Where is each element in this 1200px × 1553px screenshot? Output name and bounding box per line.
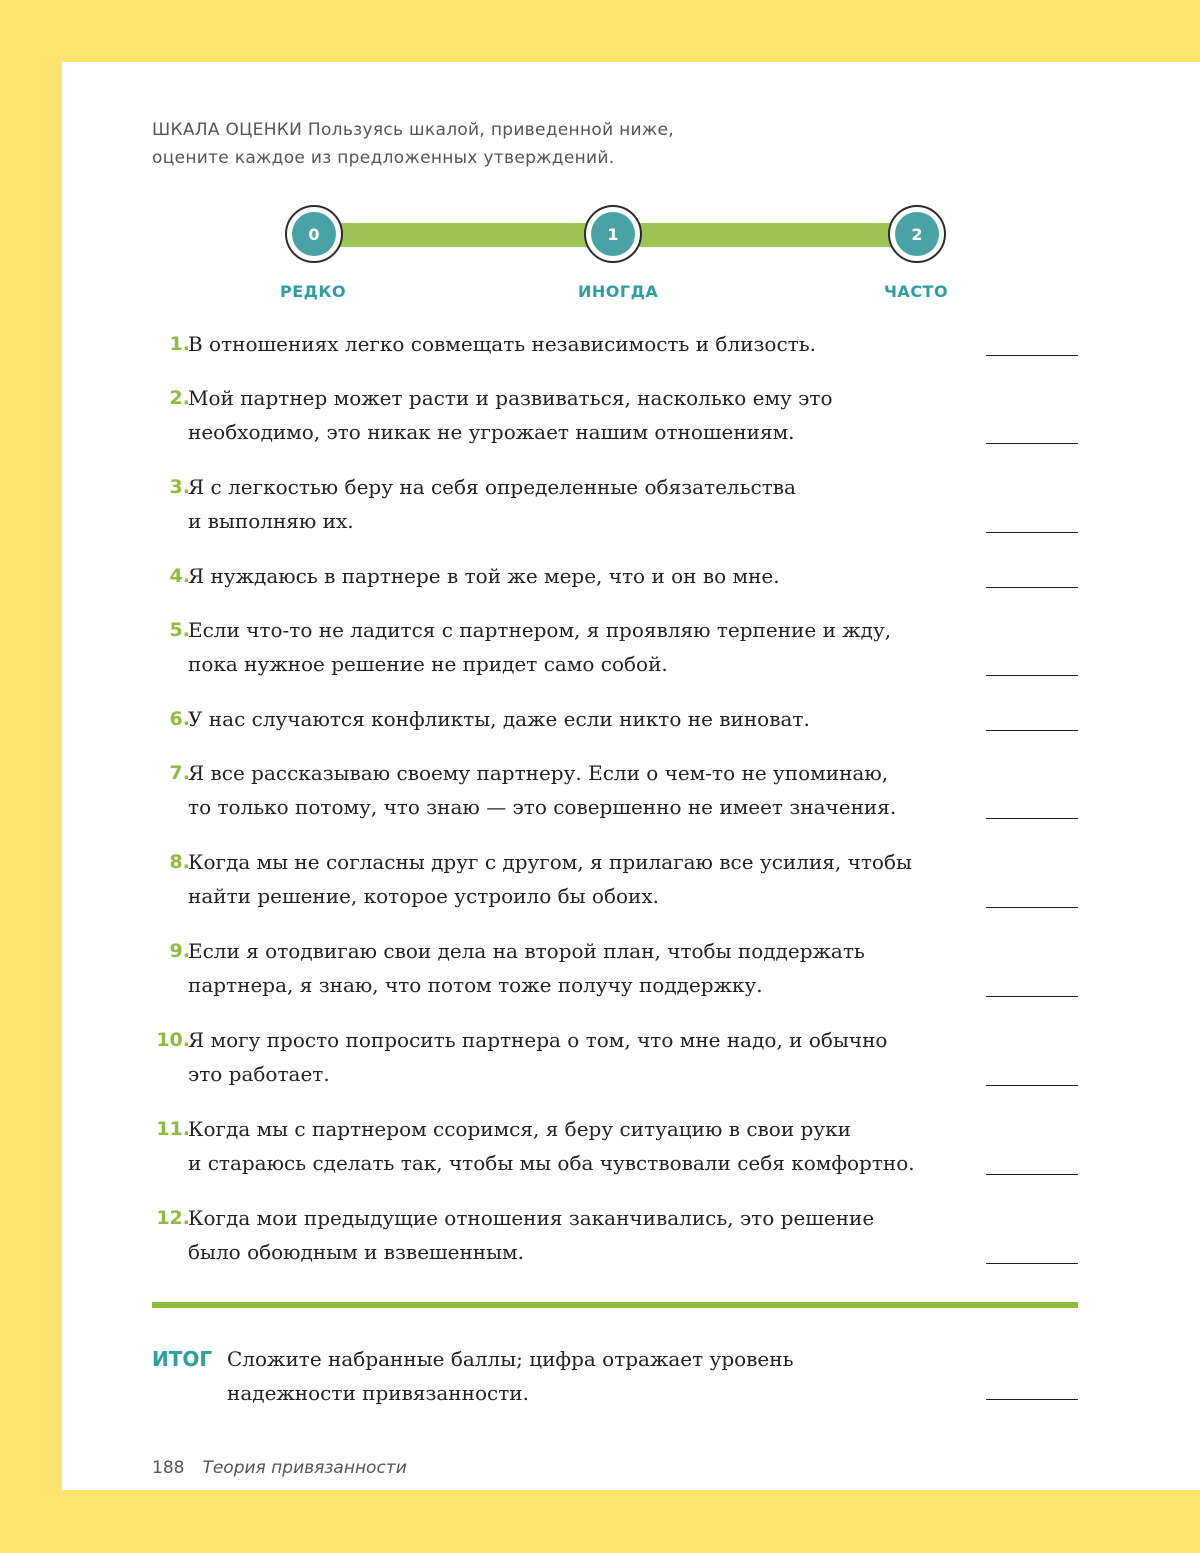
scale-label-sometimes: ИНОГДА xyxy=(578,282,659,301)
scale-label-often: ЧАСТО xyxy=(884,282,949,301)
scale-value-2: 2 xyxy=(895,212,939,256)
statement-line: Я с легкостью беру на себя определенные обязательства xyxy=(188,475,796,499)
scale-label-rarely: РЕДКО xyxy=(280,282,347,301)
statement-line: Если что-то не ладится с партнером, я проявляю терпение и жду, xyxy=(188,618,892,642)
answer-blank[interactable] xyxy=(986,1263,1078,1264)
statement-number: 9. xyxy=(169,940,190,962)
statement-line: партнера, я знаю, что потом тоже получу поддержку. xyxy=(188,973,763,997)
statement-line: то только потому, что знаю — это совершенно не имеет значения. xyxy=(188,795,897,819)
instructions-line-1: ШКАЛА ОЦЕНКИ Пользуясь шкалой, приведенной ниже, xyxy=(152,120,674,140)
answer-blank[interactable] xyxy=(986,996,1078,997)
statement-text xyxy=(188,934,988,1002)
statement-text xyxy=(188,1112,988,1180)
book-title: Теория привязанности xyxy=(202,1458,407,1478)
statement-line: Когда мы не согласны друг с другом, я прилагаю все усилия, чтобы xyxy=(188,850,912,874)
statement-line: и выполняю их. xyxy=(188,509,354,533)
statement-number: 6. xyxy=(169,708,190,730)
scale-point-1 xyxy=(584,205,642,263)
rating-scale xyxy=(62,62,1200,322)
statement-line: Я нуждаюсь в партнере в той же мере, что и он во мне. xyxy=(188,564,780,588)
statement-line: Когда мы с партнером ссоримся, я беру ситуацию в свои руки xyxy=(188,1117,851,1141)
answer-blank[interactable] xyxy=(986,1174,1078,1175)
answer-blank[interactable] xyxy=(986,1085,1078,1086)
statement-line: и стараюсь сделать так, чтобы мы оба чувствовали себя комфортно. xyxy=(188,1151,915,1175)
statement-number: 11. xyxy=(156,1118,190,1140)
statement-text xyxy=(188,470,988,538)
statement-number: 5. xyxy=(169,619,190,641)
statement-line: Я могу просто попросить партнера о том, что мне надо, и обычно xyxy=(188,1028,888,1052)
total-instructions xyxy=(227,1342,947,1410)
statement-line: Если я отодвигаю свои дела на второй план, чтобы поддержать xyxy=(188,939,865,963)
total-line-2: надежности привязанности. xyxy=(227,1381,529,1405)
scale-point-2 xyxy=(888,205,946,263)
answer-blank[interactable] xyxy=(986,818,1078,819)
statement-number: 3. xyxy=(169,476,190,498)
total-answer-blank[interactable] xyxy=(986,1399,1078,1400)
scale-value-1: 1 xyxy=(591,212,635,256)
scale-value-0: 0 xyxy=(292,212,336,256)
statement-line: Когда мои предыдущие отношения заканчивались, это решение xyxy=(188,1206,875,1230)
statement-text xyxy=(188,1023,988,1091)
statement-text xyxy=(188,845,988,913)
statement-number: 2. xyxy=(169,387,190,409)
answer-blank[interactable] xyxy=(986,443,1078,444)
statement-line: Я все рассказываю своему партнеру. Если о чем-то не упоминаю, xyxy=(188,761,889,785)
statement-text xyxy=(188,1201,988,1269)
statement-text xyxy=(188,613,988,681)
statement-text xyxy=(188,559,988,593)
answer-blank[interactable] xyxy=(986,675,1078,676)
statement-text xyxy=(188,756,988,824)
instructions-line-2: оцените каждое из предложенных утверждений. xyxy=(152,148,615,168)
statement-number: 1. xyxy=(169,333,190,355)
page-number: 188 xyxy=(152,1458,185,1478)
statement-text xyxy=(188,327,988,361)
section-divider xyxy=(152,1302,1078,1308)
statement-number: 12. xyxy=(156,1207,190,1229)
statement-number: 4. xyxy=(169,565,190,587)
statement-text xyxy=(188,702,988,736)
answer-blank[interactable] xyxy=(986,355,1078,356)
page-footer xyxy=(152,1458,407,1478)
statement-line: необходимо, это никак не угрожает нашим отношениям. xyxy=(188,420,795,444)
statement-line: это работает. xyxy=(188,1062,330,1086)
statement-line: В отношениях легко совмещать независимость и близость. xyxy=(188,332,816,356)
worksheet-page xyxy=(62,62,1200,1490)
statement-line: было обоюдным и взвешенным. xyxy=(188,1240,524,1264)
scale-point-0 xyxy=(285,205,343,263)
statement-number: 10. xyxy=(156,1029,190,1051)
statement-number: 7. xyxy=(169,762,190,784)
statement-number: 8. xyxy=(169,851,190,873)
total-label: ИТОГ xyxy=(152,1347,213,1371)
total-line-1: Сложите набранные баллы; цифра отражает уровень xyxy=(227,1347,794,1371)
answer-blank[interactable] xyxy=(986,730,1078,731)
statement-line: найти решение, которое устроило бы обоих. xyxy=(188,884,660,908)
answer-blank[interactable] xyxy=(986,532,1078,533)
statement-line: У нас случаются конфликты, даже если никто не виноват. xyxy=(188,707,810,731)
answer-blank[interactable] xyxy=(986,587,1078,588)
statement-line: пока нужное решение не придет само собой. xyxy=(188,652,668,676)
statement-line: Мой партнер может расти и развиваться, насколько ему это xyxy=(188,386,833,410)
answer-blank[interactable] xyxy=(986,907,1078,908)
statement-text xyxy=(188,381,988,449)
